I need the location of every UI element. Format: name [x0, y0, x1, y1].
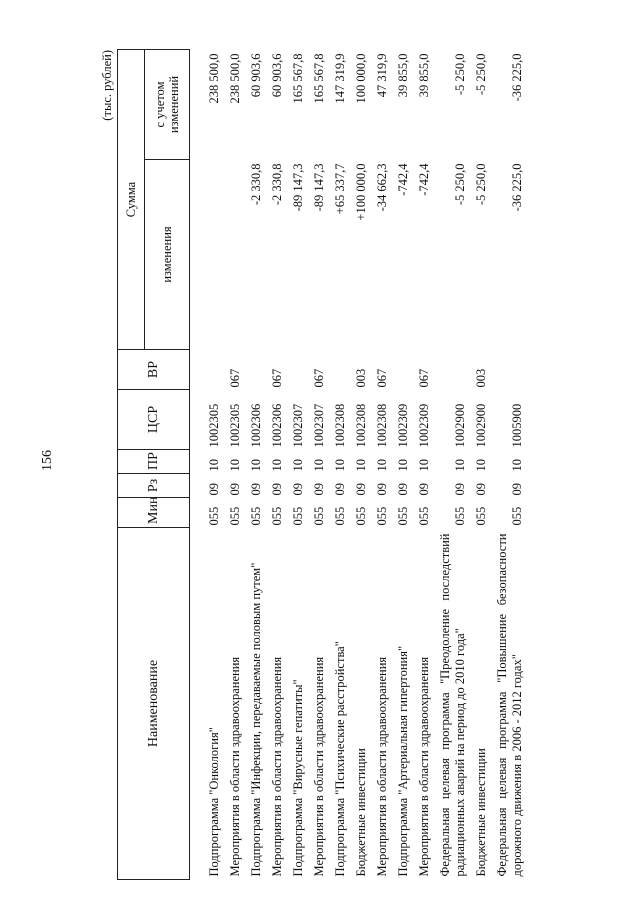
row-total: -36 225,0 [510, 53, 524, 102]
row-total: 147 319,9 [333, 53, 347, 104]
row-change: -742,4 [417, 163, 431, 196]
row-rz: 09 [474, 483, 488, 496]
row-change: -5 250,0 [474, 163, 488, 206]
row-vr: 067 [417, 368, 431, 388]
row-vr [204, 350, 225, 390]
row-pr: 10 [510, 459, 524, 472]
header-sum: Сумма [118, 50, 145, 350]
row-change: -2 330,8 [249, 163, 263, 206]
units-label: (тыс. рублей) [100, 50, 114, 121]
table-row [492, 50, 528, 880]
row-vr: 003 [354, 368, 368, 388]
row-min: 055 [375, 506, 389, 526]
row-vr [435, 350, 471, 390]
row-min: 055 [228, 506, 242, 526]
row-total: 60 903,6 [249, 53, 263, 98]
table-row [309, 50, 330, 880]
row-change: -742,4 [396, 163, 410, 196]
row-total: 165 567,8 [312, 53, 326, 104]
row-change: -89 147,3 [312, 163, 326, 212]
row-min: 055 [291, 506, 305, 526]
row-pr: 10 [474, 459, 488, 472]
table-row [330, 50, 351, 880]
row-vr: 067 [228, 368, 242, 388]
row-name: Бюджетные инвестиции [474, 748, 488, 877]
header-min: Мин [118, 498, 190, 528]
row-name: Бюджетные инвестиции [354, 748, 368, 877]
row-rz: 09 [453, 483, 467, 496]
table-row [288, 50, 309, 880]
table-row [351, 50, 372, 880]
row-pr: 10 [396, 459, 410, 472]
row-name: Федеральная целевая программа "Повышение безопасности дорожного движения в 2006 - 2012 годах" [495, 533, 524, 877]
row-rz: 09 [375, 483, 389, 496]
row-pr: 10 [207, 459, 221, 472]
row-total: 39 855,0 [417, 53, 431, 98]
row-pr: 10 [417, 459, 431, 472]
row-change: +65 337,7 [333, 163, 347, 215]
header-rz: Рз [118, 474, 190, 498]
table-row [267, 50, 288, 880]
row-min: 055 [249, 506, 263, 526]
row-pr: 10 [228, 459, 242, 472]
row-min: 055 [333, 506, 347, 526]
row-csr: 1002308 [375, 403, 389, 448]
row-rz: 09 [207, 483, 221, 496]
row-change: +100 000,0 [354, 163, 368, 221]
row-rz: 09 [354, 483, 368, 496]
header-pr: ПР [118, 450, 190, 474]
row-csr: 1002900 [474, 403, 488, 448]
row-csr: 1002309 [417, 403, 431, 448]
row-vr: 003 [474, 368, 488, 388]
row-min: 055 [207, 506, 221, 526]
row-change: -2 330,8 [270, 163, 284, 206]
row-csr: 1002900 [453, 403, 467, 448]
row-rz: 09 [333, 483, 347, 496]
header-csr: ЦСР [118, 390, 190, 450]
row-csr: 1002306 [249, 403, 263, 448]
row-total: 47 319,9 [375, 53, 389, 98]
row-rz: 09 [510, 483, 524, 496]
row-total: 165 567,8 [291, 53, 305, 104]
row-pr: 10 [453, 459, 467, 472]
row-name: Подпрограмма "Онкология" [207, 727, 221, 877]
row-total: 39 855,0 [396, 53, 410, 98]
rotated-page-content [95, 50, 580, 880]
table-row [435, 50, 471, 880]
table-row [471, 50, 492, 880]
table-row [204, 50, 225, 880]
row-vr [288, 350, 309, 390]
row-name: Подпрограмма "Артериальная гипертония" [396, 645, 410, 877]
header-change: изменения [145, 160, 190, 350]
row-vr [492, 350, 528, 390]
row-csr: 1002305 [207, 403, 221, 448]
row-min: 055 [396, 506, 410, 526]
header-with-changes-line1: с учетом [153, 81, 167, 128]
row-rz: 09 [312, 483, 326, 496]
budget-table [117, 49, 528, 880]
row-pr: 10 [312, 459, 326, 472]
table-row [225, 50, 246, 880]
row-pr: 10 [270, 459, 284, 472]
row-name: Мероприятия в области здравоохранения [270, 656, 284, 877]
row-name: Подпрограмма "Вирусные гепатиты" [291, 679, 305, 877]
row-total: 238 500,0 [228, 53, 242, 104]
row-min: 055 [474, 506, 488, 526]
row-rz: 09 [291, 483, 305, 496]
row-vr [330, 350, 351, 390]
row-csr: 1002308 [354, 403, 368, 448]
row-rz: 09 [417, 483, 431, 496]
row-change: -36 225,0 [510, 163, 524, 212]
row-rz: 09 [270, 483, 284, 496]
row-total: -5 250,0 [453, 53, 467, 96]
row-min: 055 [354, 506, 368, 526]
row-vr [246, 350, 267, 390]
row-pr: 10 [333, 459, 347, 472]
header-with-changes-line2: изменений [167, 75, 181, 134]
table-row [372, 50, 393, 880]
row-csr: 1002307 [312, 403, 326, 448]
row-csr: 1002308 [333, 403, 347, 448]
page-number: 156 [40, 450, 55, 471]
row-total: -5 250,0 [474, 53, 488, 96]
row-vr: 067 [312, 368, 326, 388]
row-name: Мероприятия в области здравоохранения [312, 656, 326, 877]
row-name: Подпрограмма "Психические расстройства" [333, 641, 347, 877]
table-row [393, 50, 414, 880]
row-min: 055 [510, 506, 524, 526]
row-min: 055 [453, 506, 467, 526]
table-row [414, 50, 435, 880]
row-csr: 1002307 [291, 403, 305, 448]
row-min: 055 [312, 506, 326, 526]
row-total: 60 903,6 [270, 53, 284, 98]
row-rz: 09 [249, 483, 263, 496]
row-rz: 09 [228, 483, 242, 496]
row-csr: 1002306 [270, 403, 284, 448]
row-name: Мероприятия в области здравоохранения [417, 656, 431, 877]
row-pr: 10 [354, 459, 368, 472]
row-csr: 1002305 [228, 403, 242, 448]
row-name: Мероприятия в области здравоохранения [228, 656, 242, 877]
row-csr: 1005900 [510, 403, 524, 448]
row-name: Федеральная целевая программа "Преодоление последствий радиационных аварий на период до 2010 года" [438, 533, 467, 877]
header-name: Наименование [118, 528, 190, 880]
row-vr: 067 [375, 368, 389, 388]
row-change: -5 250,0 [453, 163, 467, 206]
header-vr: ВР [118, 350, 190, 390]
row-change: -89 147,3 [291, 163, 305, 212]
row-min: 055 [417, 506, 431, 526]
row-change [225, 160, 246, 350]
row-name: Подпрограмма "Инфекции, передаваемые половым путем" [249, 562, 263, 877]
row-change: -34 662,3 [375, 163, 389, 212]
row-pr: 10 [249, 459, 263, 472]
row-rz: 09 [396, 483, 410, 496]
table-row [246, 50, 267, 880]
row-min: 055 [270, 506, 284, 526]
row-name: Мероприятия в области здравоохранения [375, 656, 389, 877]
row-vr: 067 [270, 368, 284, 388]
row-change [204, 160, 225, 350]
row-total: 238 500,0 [207, 53, 221, 104]
row-total: 100 000,0 [354, 53, 368, 104]
row-vr [393, 350, 414, 390]
row-pr: 10 [375, 459, 389, 472]
row-csr: 1002309 [396, 403, 410, 448]
header-with-changes [145, 50, 190, 160]
row-pr: 10 [291, 459, 305, 472]
